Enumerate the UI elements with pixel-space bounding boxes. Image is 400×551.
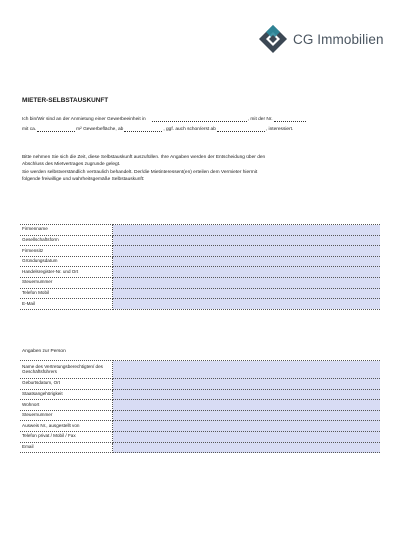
field-label: Name des Vertretungsberechtigten/ des Geschäftsführers [20, 361, 113, 379]
table-row [20, 288, 380, 299]
person-email-input[interactable] [113, 442, 381, 453]
company-table [20, 224, 380, 310]
mobile-phone-input[interactable] [113, 288, 381, 299]
id-number-input[interactable] [113, 421, 381, 432]
intro-text-1: Ich bin/Wir sind an der Anmietung einer Gewerbeeinheit in [22, 117, 146, 122]
table-row [20, 431, 380, 442]
table-row [20, 256, 380, 267]
intro-line-2 [22, 126, 293, 132]
table-row [20, 235, 380, 246]
field-label: Staatsangehörigkeit [20, 389, 113, 400]
field-label: Telefon privat / Mobil / Fax [20, 431, 113, 442]
residence-input[interactable] [113, 400, 381, 411]
intro-text-5: , ggf. auch schon/erst ab [163, 127, 216, 132]
tax-number-input[interactable] [113, 277, 381, 288]
paragraph-line: folgende freiwillige und wahrheitsgemäße Selbstauskunft: [22, 177, 145, 183]
table-row [20, 400, 380, 411]
person-table [20, 360, 380, 453]
representative-name-input[interactable] [113, 361, 381, 379]
table-row [20, 389, 380, 400]
person-section-label: Angaben zur Person [22, 349, 66, 354]
table-row [20, 246, 380, 257]
paragraph-line: Bitte nehmen Sie sich die Zeit, diese Selbstauskunft auszufüllen. Ihre Angaben werden der Entscheidung über den [22, 155, 266, 160]
paragraph-line: Abschluss des Mietvertrages zugrunde gelegt. [22, 162, 121, 168]
area-field[interactable] [37, 126, 75, 132]
field-label: Email [20, 442, 113, 453]
table-row [20, 361, 380, 379]
person-tax-number-input[interactable] [113, 410, 381, 421]
company-name-input[interactable] [113, 225, 381, 236]
field-label: Handelsregister-Nr. und Ort [20, 267, 113, 278]
paragraph-line: Sie werden selbstverständlich vertraulich behandelt. Der/die Mietinteressent(en) erteilen dem Vermieter hiermit [22, 169, 258, 175]
intro-text-2: , mit der Nr. [247, 117, 273, 122]
field-label: Steuernummer [20, 277, 113, 288]
unit-number-field[interactable] [274, 116, 306, 122]
field-label: Ausweis Nr., ausgestellt von [20, 421, 113, 432]
table-row [20, 277, 380, 288]
field-label: Wohnort [20, 400, 113, 411]
field-label: Geburtsdatum, Ort [20, 379, 113, 390]
table-row [20, 421, 380, 432]
table-row [20, 225, 380, 236]
instructions-paragraph [22, 154, 265, 184]
cg-logo-icon [258, 24, 288, 54]
birth-date-input[interactable] [113, 379, 381, 390]
field-label: Firmensitz [20, 246, 113, 257]
table-row [20, 379, 380, 390]
intro-text-3: mit ca. [22, 127, 37, 132]
intro-text-6: , interessiert. [265, 127, 294, 132]
start-date-field[interactable] [124, 126, 162, 132]
field-label: Steuernummer [20, 410, 113, 421]
table-row [20, 299, 380, 310]
nationality-input[interactable] [113, 389, 381, 400]
legal-form-input[interactable] [113, 235, 381, 246]
intro-line-1 [22, 116, 307, 122]
email-input[interactable] [113, 299, 381, 310]
intro-text-4: m² Gewerbefläche, ab [76, 127, 124, 132]
table-row [20, 410, 380, 421]
founding-date-input[interactable] [113, 256, 381, 267]
phone-input[interactable] [113, 431, 381, 442]
field-label: Firmenname [20, 225, 113, 236]
document-title: MIETER-SELBSTAUSKUNFT [22, 97, 109, 104]
register-number-input[interactable] [113, 267, 381, 278]
location-field[interactable] [152, 116, 247, 122]
table-row [20, 442, 380, 453]
field-label: E-Mail [20, 299, 113, 310]
company-seat-input[interactable] [113, 246, 381, 257]
field-label: Telefon Mobil [20, 288, 113, 299]
field-label: Gesellschaftsform [20, 235, 113, 246]
field-label: Gründungsdatum [20, 256, 113, 267]
company-logo [258, 24, 384, 54]
table-row [20, 267, 380, 278]
brand-name: CG Immobilien [293, 31, 384, 47]
alt-start-date-field[interactable] [217, 126, 265, 132]
